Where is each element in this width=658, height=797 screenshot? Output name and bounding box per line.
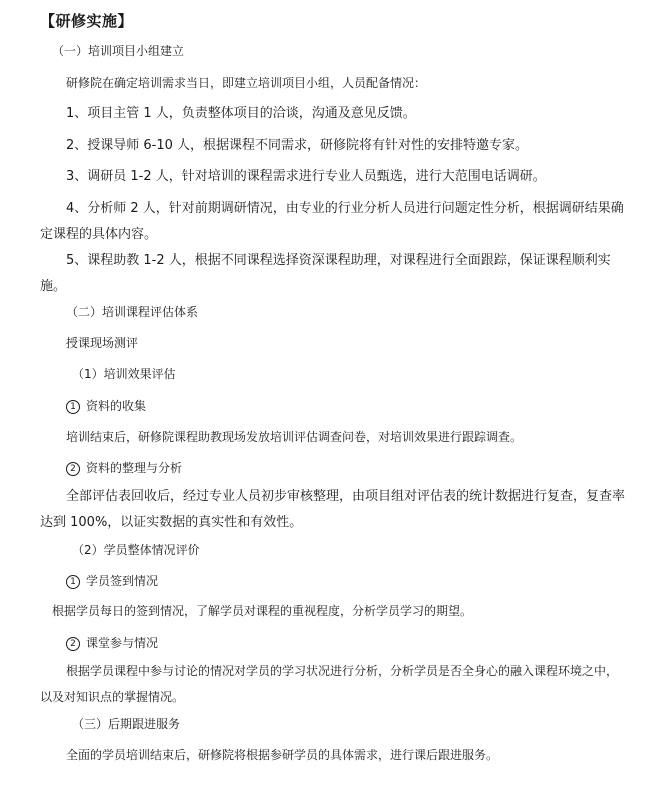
sub-heading: （2）学员整体情况评价	[72, 543, 200, 557]
sub-heading: 授课现场测评	[66, 336, 139, 350]
list-item: 3、调研员 1-2 人，针对培训的课程需求进行专业人员甄选，进行大范围电话调研。	[66, 169, 546, 184]
paragraph: 全面的学员培训结束后，研修院将根据参研学员的具体需求，进行课后跟进服务。	[66, 748, 499, 762]
section-heading-1: （一）培训项目小组建立	[52, 44, 185, 58]
circled-number-2-icon: 2	[66, 462, 80, 476]
list-item	[66, 393, 626, 419]
paragraph: 全部评估表回收后，经过专业人员初步审核整理，由项目组对评估表的统计数据进行复查，复查率达到 100%，以证实数据的真实性和有效性。	[40, 489, 626, 530]
circled-number-2-icon: 2	[66, 637, 80, 651]
list-item: 2、授课导师 6-10 人，根据课程不同需求，研修院将有针对性的安排特邀专家。	[66, 138, 529, 153]
list-item	[66, 568, 626, 594]
list-item	[66, 630, 626, 656]
paragraph: 根据学员每日的签到情况，了解学员对课程的重视程度，分析学员学习的期望。	[52, 604, 473, 618]
list-item: 5、课程助教 1-2 人，根据不同课程选择资深课程助理，对课程进行全面跟踪，保证课程顺利实施。	[40, 253, 611, 294]
list-item: 1、项目主管 1 人，负责整体项目的洽谈，沟通及意见反馈。	[66, 106, 416, 121]
list-item: 4、分析师 2 人，针对前期调研情况，由专业的行业分析人员进行问题定性分析，根据调研结果确定课程的具体内容。	[40, 201, 624, 242]
sub-heading: （1）培训效果评估	[72, 367, 176, 381]
paragraph: 培训结束后，研修院课程助教现场发放培训评估调查问卷，对培训效果进行跟踪调查。	[66, 430, 523, 444]
page-title: 【研修实施】	[40, 12, 134, 30]
circled-number-1-icon: 1	[66, 400, 80, 414]
list-item	[66, 455, 626, 481]
list-item-label: 资料的整理与分析	[86, 461, 183, 475]
section-heading-3: （三）后期跟进服务	[72, 717, 181, 731]
list-item-label: 学员签到情况	[86, 574, 159, 588]
section-heading-2: （二）培训课程评估体系	[66, 305, 199, 319]
list-item-label: 资料的收集	[86, 399, 147, 413]
circled-number-1-icon: 1	[66, 575, 80, 589]
list-item-label: 课堂参与情况	[86, 636, 159, 650]
paragraph: 研修院在确定培训需求当日，即建立培训项目小组，人员配备情况：	[66, 76, 427, 90]
paragraph: 根据学员课程中参与讨论的情况对学员的学习状况进行分析，分析学员是否全身心的融入课程环境之中，以及对知识点的掌握情况。	[40, 664, 619, 704]
